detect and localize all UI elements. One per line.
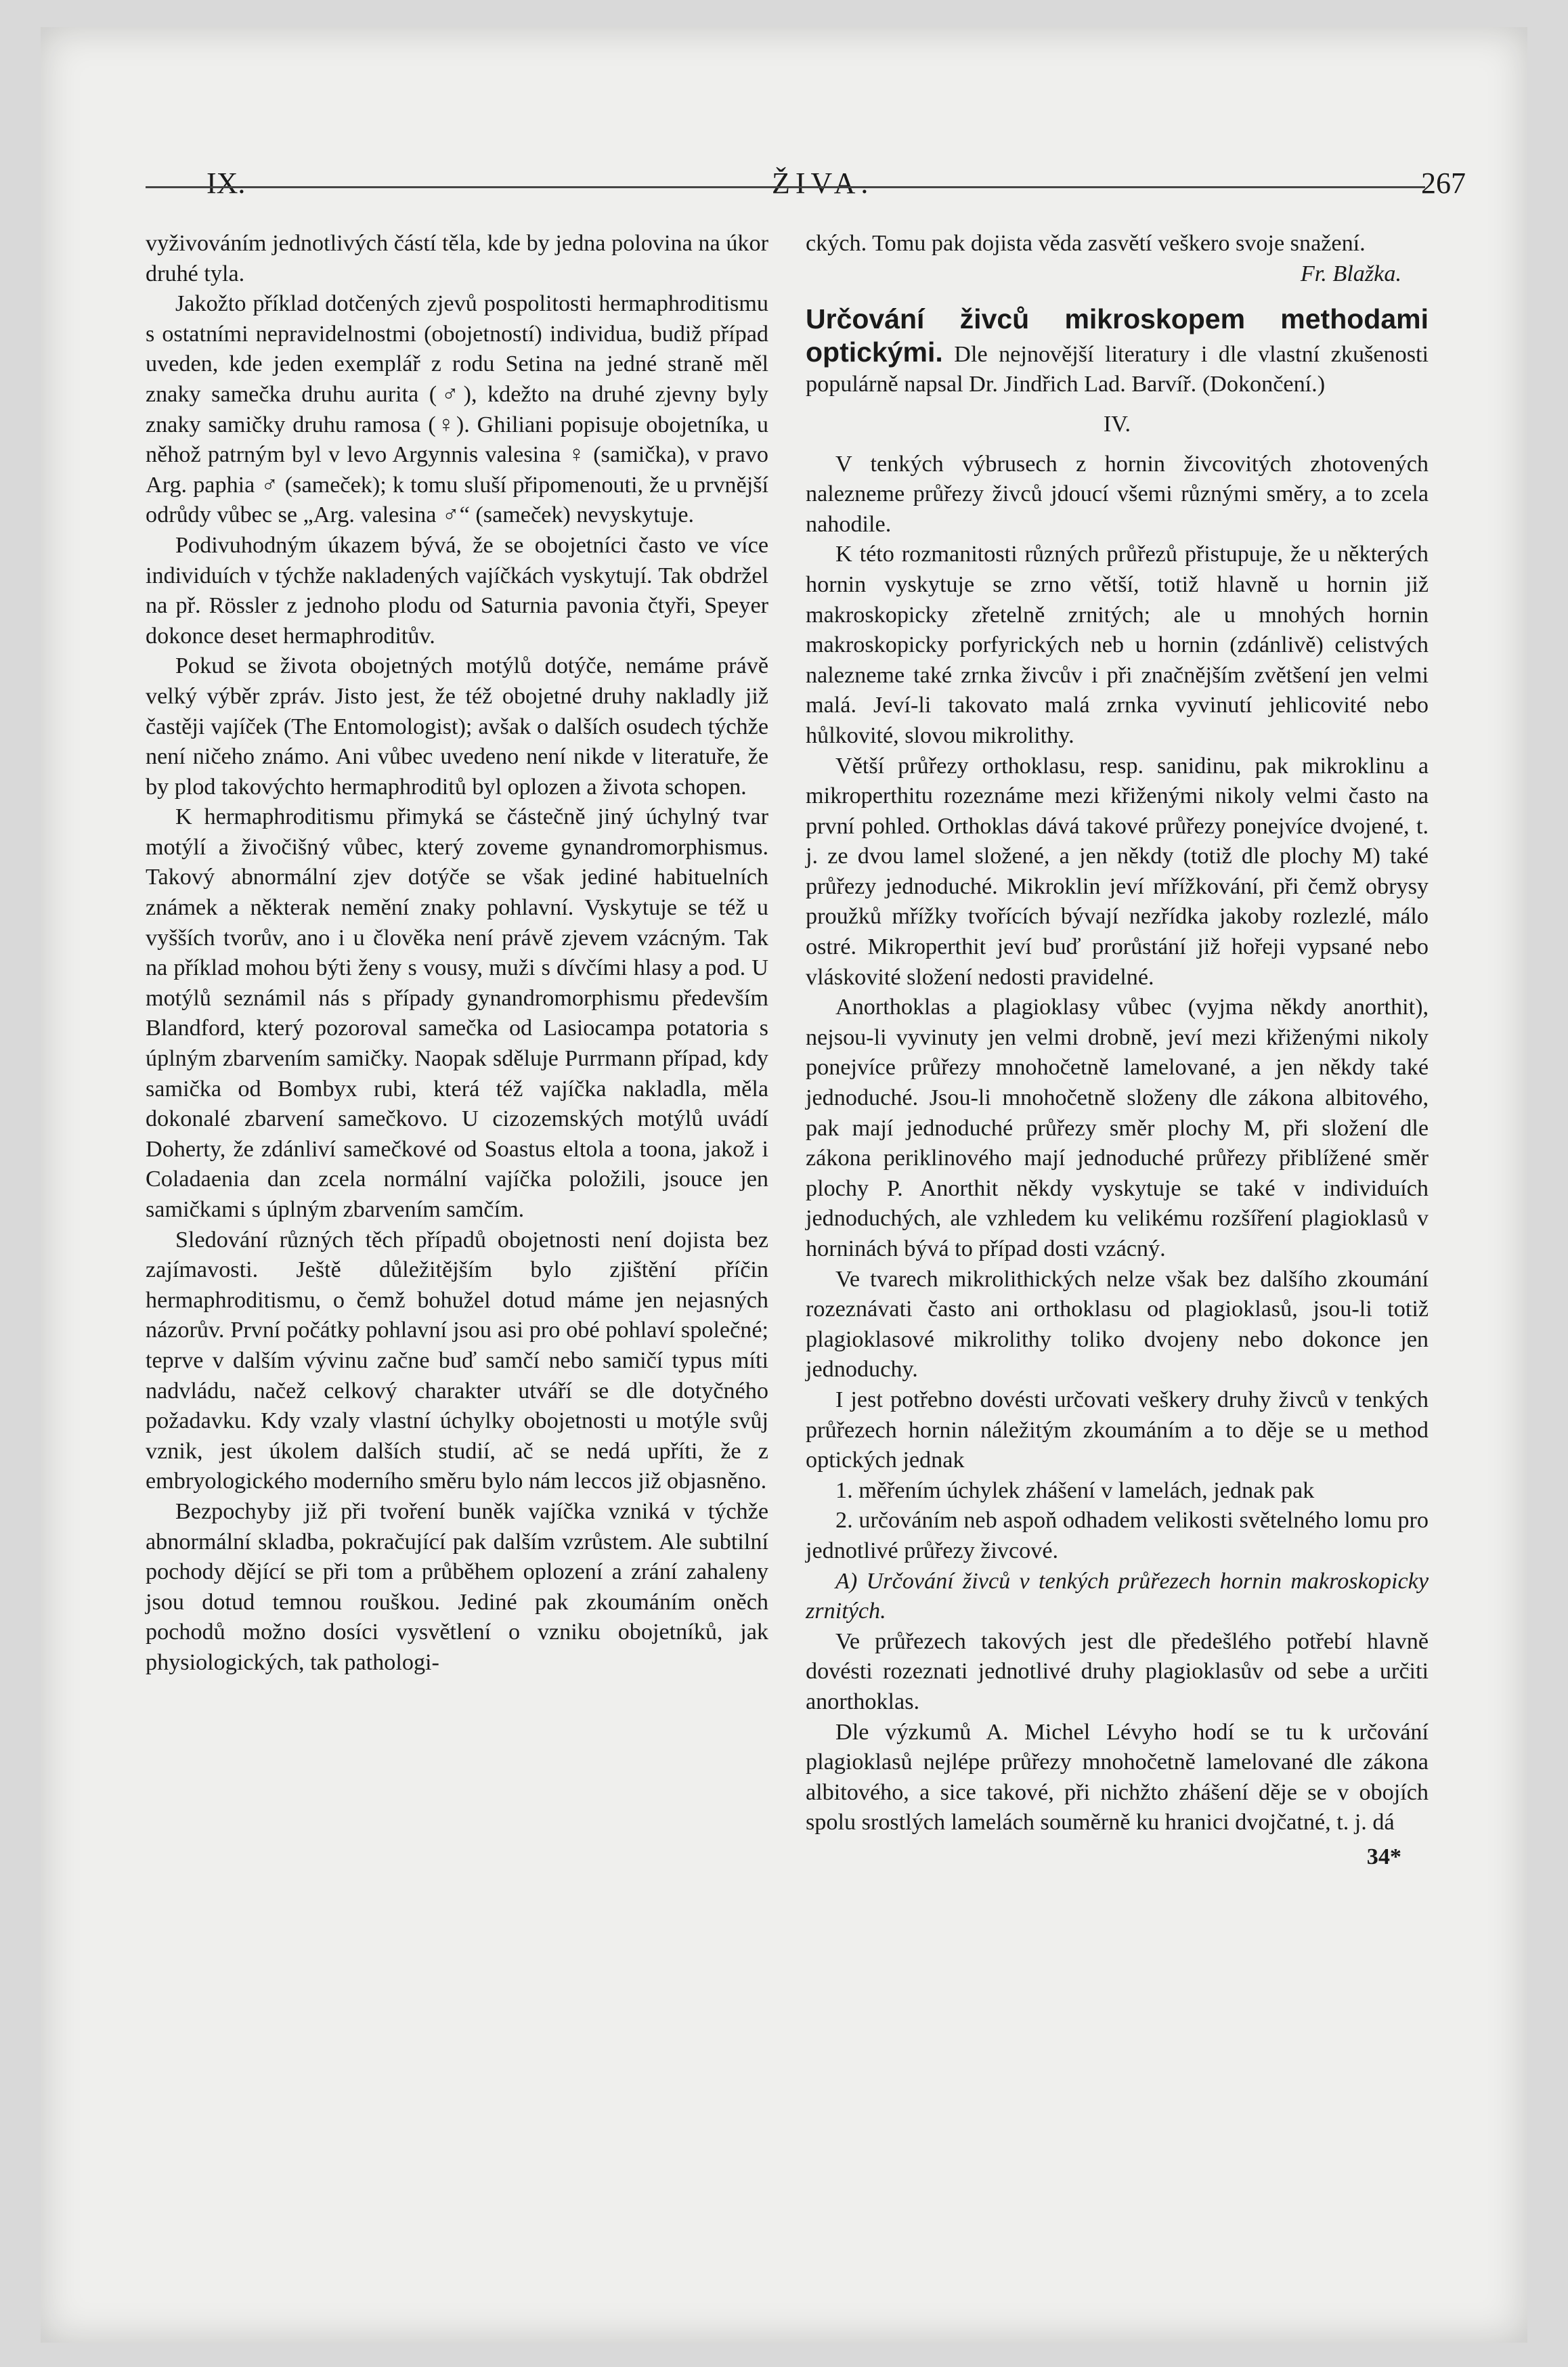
article-title: Určování živců mikroskopem methodami optickými. — [806, 303, 1429, 368]
spacer — [806, 289, 1429, 304]
article-heading — [806, 304, 1429, 400]
author-signature: Fr. Blažka. — [1300, 261, 1401, 286]
header-rule — [146, 186, 1425, 188]
list-item: 1. měřením úchylek zhášení v lamelách, jednak pak — [835, 1477, 1315, 1503]
paragraph: vyživováním jednotlivých částí těla, kde by jedna polovina na úkor druhé tyla. — [146, 231, 768, 286]
paragraph: K hermaphroditismu přimyká se částečně jiný úchylný tvar motýlí a živočišný vůbec, který zoveme gynandromorphismus. Takový abnormální zjev dotýče se však jediné habituelních známek a některak nemění znaky pohlavní. Vyskytuje se též u vyšších tvorův, ano i u člověka není právě zjevem vzácným. Tak na příklad mohou býti ženy s vousy, muži s dívčími hlasy a pod. U motýlů seznámil nás s případy gynandromorphismu především Blandford, který pozoroval samečka od Lasiocampa potatoria s úplným zbarvením samičky. Naopak sděluje Purrmann případ, kdy samička od Bombyx rubi, která též vajíčka nakladla, měla dokonalé zbarvení samečkovo. U cizozemských motýlů uvádí Doherty, že zdánliví samečkové od Soastus eltola a toona, jakož i Coladaenia dan zcela normální vajíčka položili, jsouce jen samičkami s úplným zbarvením samčím. — [146, 804, 768, 1222]
paragraph: Bezpochyby již při tvoření buněk vajíčka vzniká v týchže abnormální skladba, pokračující pak dalším vzrůstem. Ale subtilní pochody dějící se při tom a průběhem oplození a zrání zahaleny jsou dotud temnou rouškou. Jediné pak zkoumáním oněch pochodů možno dosíci vysvětlení o vzniku obojetníků, jak physiologických, tak pathologi- — [146, 1498, 768, 1675]
journal-title: ŽIVA. — [772, 167, 874, 200]
paragraph: Pokud se života obojetných motýlů dotýče, nemáme právě velký výběr zpráv. Jisto jest, že též obojetné druhy nakladly již častěji vajíček (The Entomologist); avšak o dalších osudech týchže není ničeho známo. Ani vůbec uvedeno není nikde v literatuře, že by plod takovýchto hermaphroditů byl oplozen a života schopen. — [146, 653, 768, 800]
section-number: IV. — [1103, 411, 1131, 437]
list-item: 2. určováním neb aspoň odhadem velikosti světelného lomu pro jednotlivé průřezy živcové. — [806, 1508, 1429, 1563]
right-column — [806, 229, 1429, 1872]
paragraph: Větší průřezy orthoklasu, resp. sanidinu, pak mikroklinu a mikroperthitu rozeznáme mezi křiženými nikoly velmi často na první pohled. Orthoklas dává takové průřezy ponejvíce dvojené, t. j. ze dvou lamel složené, a jen někdy (totiž dle plochy M) také průřezy jednoduché. Mikroklin jeví mřížkování, při čemž obrysy proužků mřížky tvořících bývají nezřídka jakoby rozlezlé, málo ostré. Mikroperthit jeví buď prorůstání již hořeji vypsané nebo vláskovité složení nedosti pravidelné. — [806, 753, 1429, 990]
page-number: 267 — [1421, 167, 1466, 200]
paragraph: K této rozmanitosti různých průřezů přistupuje, že u některých hornin vyskytuje se zrno větší, totiž hlavně u hornin již makroskopicky zřetelně zrnitých; ale u mnohých hornin makroskopicky porfyrických neb u hornin (zdánlivě) celistvých nalezneme také zrnka živcův i při značnějším zvětšení jen velmi malá. Jeví-li takovato malá zrnka vyvinutí jehlicovité nebo hůlkovité, slovou mikrolithy. — [806, 542, 1429, 748]
paragraph: Podivuhodným úkazem bývá, že se obojetníci často ve více individuích v týchže nakladených vajíčkách vyskytují. Tak obdržel na př. Rössler z jednoho plodu od Saturnia pavonia čtyři, Speyer dokonce deset hermaphroditův. — [146, 532, 768, 649]
paragraph: Ve průřezech takových jest dle předešlého potřebí hlavně dovésti rozeznati jednotlivé druhy plagioklasův od sebe a určiti anorthoklas. — [806, 1628, 1429, 1714]
paragraph: I jest potřebno dovésti určovati veškery druhy živců v tenkých průřezech hornin náležitým zkoumáním a to děje se u method optických jednak — [806, 1387, 1429, 1473]
continuation-text: ckých. Tomu pak dojista věda zasvětí veškero svoje snažení. — [806, 231, 1366, 256]
signature-mark: 34* — [1366, 1844, 1401, 1869]
article-intro: Dle nejnovější literatury i dle vlastní zkušenosti populárně napsal Dr. Jindřich Lad. Barvíř. (Dokončení.) — [806, 341, 1429, 397]
paragraph: V tenkých výbrusech z hornin živcovitých zhotovených nalezneme průřezy živců jdoucí všemi různými směry, a to zcela nahodile. — [806, 451, 1429, 537]
paragraph: Ve tvarech mikrolithických nelze však bez dalšího zkoumání rozeznávati často ani orthoklasu od plagioklasů, jsou-li totiž plagioklasové mikrolithy toliko dvojeny nebo dokonce jen jednoduchy. — [806, 1266, 1429, 1383]
subsection-heading: A) Určování živců v tenkých průřezech hornin makroskopicky zrnitých. — [806, 1568, 1429, 1624]
paragraph: Sledování různých těch případů obojetnosti není dojista bez zajímavosti. Ještě důležitějším bylo zjištění příčin hermaphroditismu, o čemž bohužel dotud máme jen nejasných názorův. První počátky pohlavní jsou asi pro obé pohlaví společné; teprve v dalším vývinu začne buď samčí nebo samičí typus míti nadvládu, načež celkový charakter utváří se dle dotyčného požadavku. Kdy vzaly vlastní úchylky obojetnosti u motýle svůj vznik, jest úkolem dalších studií, ač se nedá upříti, že z embryologického moderního směru bylo nám leccos již objasněno. — [146, 1227, 768, 1494]
volume-number: IX. — [206, 167, 246, 200]
left-column — [146, 229, 768, 1678]
paragraph: Dle výzkumů A. Michel Lévyho hodí se tu k určování plagioklasů nejlépe průřezy mnohočetně lamelované dle zákona albitového, a sice takové, při nichžto zhášení děje se v obojích spolu srostlých lamelách souměrně ku hranici dvojčatné, t. j. dá — [806, 1719, 1429, 1836]
paragraph: Jakožto příklad dotčených zjevů pospolitosti hermaphroditismu s ostatními nepravidelnostmi (obojetností) individua, budiž případ uveden, kde jeden exemplář z rodu Setina na jedné straně měl znaky samečka druhu aurita (♂), kdežto na druhé zjevny byly znaky samičky druhu ramosa (♀). Ghiliani popisuje obojetníka, u něhož patrným byl v levo Argynnis valesina ♀ (samička), v pravo Arg. paphia ♂ (sameček); k tomu sluší připomenouti, že u prvnější odrůdy vůbec se „Arg. valesina ♂“ (sameček) nevyskytuje. — [146, 291, 768, 528]
paragraph: Anorthoklas a plagioklasy vůbec (vyjma někdy anorthit), nejsou-li vyvinuty jen velmi drobně, jeví mezi křiženými nikoly ponejvíce průřezy mnohočetně lamelované, a jen někdy také jednoduché. Jsou-li mnohočetně složeny dle zákona albitového, pak mají jednoduché průřezy směr plochy M, při složení dle zákona periklinového mají jednoduché průřezy přiblížené směr plochy P. Anorthit někdy vyskytuje se také v individuích jednoduchých, ale vzhledem ku velikému rozšíření plagioklasů v horninách bývá to případ dosti vzácný. — [806, 995, 1429, 1261]
continuation-paragraph — [806, 229, 1429, 286]
